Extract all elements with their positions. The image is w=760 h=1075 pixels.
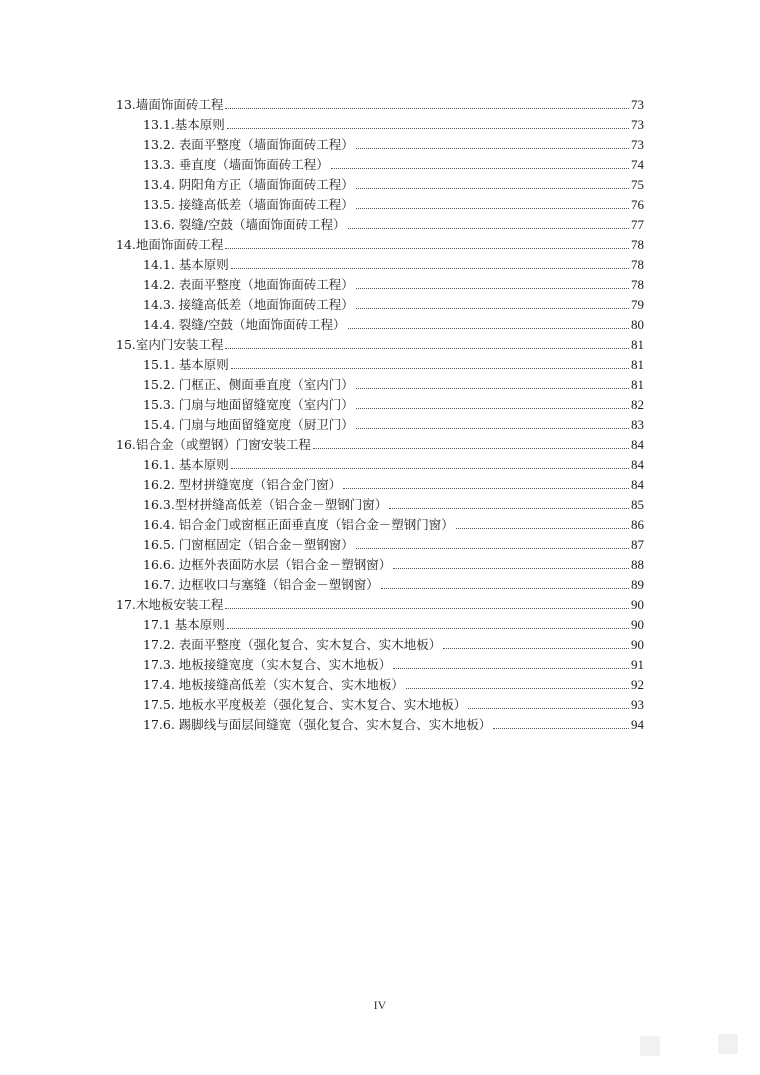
toc-page-number: 89	[631, 577, 644, 592]
toc-section-row[interactable]	[116, 693, 644, 713]
toc-entry-label: 13.1.基本原则	[143, 117, 225, 132]
toc-leader-dots	[343, 488, 629, 489]
toc-page-number: 93	[631, 697, 644, 712]
toc-entry-label: 17.木地板安装工程	[116, 597, 224, 612]
toc-entry-label: 16.3.型材拼缝高低差（铝合金－塑钢门窗）	[143, 497, 388, 512]
toc-leader-dots	[356, 188, 629, 189]
toc-page-number: 88	[631, 557, 644, 572]
toc-page-number: 78	[631, 257, 644, 272]
toc-section-row[interactable]	[116, 573, 644, 593]
toc-leader-dots	[227, 628, 629, 629]
toc-section-row[interactable]	[116, 373, 644, 393]
toc-page-number: 85	[631, 497, 644, 512]
toc-entry-label: 15.4. 门扇与地面留缝宽度（厨卫门）	[143, 417, 354, 432]
toc-page-number: 79	[631, 297, 644, 312]
toc-section-row[interactable]	[116, 193, 644, 213]
toc-entry-label: 16.6. 边框外表面防水层（铝合金－塑钢窗）	[143, 557, 392, 572]
toc-section-row[interactable]	[116, 513, 644, 533]
toc-page-number: 73	[631, 137, 644, 152]
toc-leader-dots	[313, 448, 629, 449]
toc-leader-dots	[356, 208, 629, 209]
table-of-contents	[116, 93, 644, 733]
toc-chapter-row[interactable]	[116, 593, 644, 613]
toc-page-number: 84	[631, 457, 644, 472]
toc-entry-label: 14.1. 基本原则	[143, 257, 229, 272]
toc-entry-label: 13.6. 裂缝/空鼓（墙面饰面砖工程）	[143, 217, 346, 232]
toc-leader-dots	[468, 708, 629, 709]
toc-section-row[interactable]	[116, 713, 644, 733]
toc-leader-dots	[331, 168, 629, 169]
toc-page-number: 90	[631, 617, 644, 632]
toc-section-row[interactable]	[116, 453, 644, 473]
toc-leader-dots	[231, 268, 629, 269]
toc-entry-label: 13.3. 垂直度（墙面饰面砖工程）	[143, 157, 329, 172]
toc-section-row[interactable]	[116, 273, 644, 293]
toc-chapter-row[interactable]	[116, 233, 644, 253]
toc-entry-label: 16.铝合金（或塑钢）门窗安装工程	[116, 437, 311, 452]
watermark-mark-right	[718, 1034, 738, 1054]
watermark-mark-left	[640, 1036, 660, 1056]
toc-entry-label: 16.4. 铝合金门或窗框正面垂直度（铝合金－塑钢门窗）	[143, 517, 454, 532]
toc-leader-dots	[393, 568, 629, 569]
toc-leader-dots	[225, 348, 629, 349]
toc-leader-dots	[381, 588, 629, 589]
toc-leader-dots	[356, 548, 629, 549]
toc-page-number: 90	[631, 597, 644, 612]
toc-leader-dots	[348, 228, 630, 229]
toc-entry-label: 15.2. 门框正、侧面垂直度（室内门）	[143, 377, 354, 392]
toc-page-number: 76	[631, 197, 644, 212]
toc-leader-dots	[348, 328, 630, 329]
toc-section-row[interactable]	[116, 413, 644, 433]
toc-leader-dots	[356, 428, 629, 429]
toc-leader-dots	[225, 108, 629, 109]
toc-leader-dots	[493, 728, 629, 729]
toc-chapter-row[interactable]	[116, 433, 644, 453]
toc-entry-label: 13.5. 接缝高低差（墙面饰面砖工程）	[143, 197, 354, 212]
toc-section-row[interactable]	[116, 393, 644, 413]
toc-leader-dots	[356, 288, 629, 289]
toc-page-number: 92	[631, 677, 644, 692]
toc-leader-dots	[225, 608, 629, 609]
toc-section-row[interactable]	[116, 633, 644, 653]
toc-entry-label: 16.7. 边框收口与塞缝（铝合金－塑钢窗）	[143, 577, 379, 592]
toc-chapter-row[interactable]	[116, 333, 644, 353]
toc-section-row[interactable]	[116, 493, 644, 513]
toc-leader-dots	[356, 388, 629, 389]
toc-page-number: 84	[631, 437, 644, 452]
toc-section-row[interactable]	[116, 213, 644, 233]
toc-leader-dots	[389, 508, 629, 509]
toc-page-number: 90	[631, 637, 644, 652]
toc-page-number: 86	[631, 517, 644, 532]
toc-page-number: 73	[631, 97, 644, 112]
toc-entry-label: 17.5. 地板水平度极差（强化复合、实木复合、实木地板）	[143, 697, 467, 712]
toc-leader-dots	[356, 308, 629, 309]
toc-page-number: 94	[631, 717, 644, 732]
toc-section-row[interactable]	[116, 653, 644, 673]
toc-page-number: 82	[631, 397, 644, 412]
toc-section-row[interactable]	[116, 613, 644, 633]
toc-page-number: 81	[631, 337, 644, 352]
toc-section-row[interactable]	[116, 173, 644, 193]
toc-leader-dots	[227, 128, 629, 129]
toc-entry-label: 16.2. 型材拼缝宽度（铝合金门窗）	[143, 477, 342, 492]
toc-page-number: 77	[631, 217, 644, 232]
toc-entry-label: 15.室内门安装工程	[116, 337, 224, 352]
toc-leader-dots	[356, 148, 629, 149]
toc-entry-label: 14.4. 裂缝/空鼓（地面饰面砖工程）	[143, 317, 346, 332]
toc-entry-label: 15.1. 基本原则	[143, 357, 229, 372]
toc-section-row[interactable]	[116, 113, 644, 133]
toc-chapter-row[interactable]	[116, 93, 644, 113]
toc-page-number: 81	[631, 377, 644, 392]
toc-entry-label: 17.2. 表面平整度（强化复合、实木复合、实木地板）	[143, 637, 442, 652]
toc-leader-dots	[225, 248, 629, 249]
toc-section-row[interactable]	[116, 473, 644, 493]
toc-section-row[interactable]	[116, 253, 644, 273]
toc-section-row[interactable]	[116, 153, 644, 173]
toc-leader-dots	[393, 668, 629, 669]
toc-entry-label: 14.2. 表面平整度（地面饰面砖工程）	[143, 277, 354, 292]
toc-section-row[interactable]	[116, 133, 644, 153]
toc-entry-label: 17.3. 地板接缝宽度（实木复合、实木地板）	[143, 657, 392, 672]
toc-entry-label: 13.4. 阴阳角方正（墙面饰面砖工程）	[143, 177, 354, 192]
toc-leader-dots	[231, 468, 629, 469]
toc-page-number: 80	[631, 317, 644, 332]
toc-section-row[interactable]	[116, 533, 644, 553]
toc-section-row[interactable]	[116, 673, 644, 693]
toc-leader-dots	[443, 648, 629, 649]
toc-page-number: 74	[631, 157, 644, 172]
toc-leader-dots	[406, 688, 629, 689]
toc-section-row[interactable]	[116, 353, 644, 373]
toc-page-number: 83	[631, 417, 644, 432]
toc-page-number: 78	[631, 237, 644, 252]
toc-leader-dots	[231, 368, 629, 369]
page-number: IV	[373, 998, 387, 1012]
toc-entry-label: 13.墙面饰面砖工程	[116, 97, 224, 112]
toc-leader-dots	[356, 408, 629, 409]
toc-section-row[interactable]	[116, 553, 644, 573]
toc-page-number: 91	[631, 657, 644, 672]
toc-section-row[interactable]	[116, 313, 644, 333]
toc-entry-label: 16.5. 门窗框固定（铝合金－塑钢窗）	[143, 537, 354, 552]
toc-entry-label: 14.3. 接缝高低差（地面饰面砖工程）	[143, 297, 354, 312]
toc-entry-label: 14.地面饰面砖工程	[116, 237, 224, 252]
toc-page-number: 75	[631, 177, 644, 192]
toc-page-number: 78	[631, 277, 644, 292]
toc-page-number: 73	[631, 117, 644, 132]
toc-page-number: 84	[631, 477, 644, 492]
toc-page-number: 81	[631, 357, 644, 372]
toc-entry-label: 13.2. 表面平整度（墙面饰面砖工程）	[143, 137, 354, 152]
toc-entry-label: 17.4. 地板接缝高低差（实木复合、实木地板）	[143, 677, 404, 692]
toc-section-row[interactable]	[116, 293, 644, 313]
toc-entry-label: 16.1. 基本原则	[143, 457, 229, 472]
toc-leader-dots	[456, 528, 629, 529]
toc-entry-label: 17.6. 踢脚线与面层间缝宽（强化复合、实木复合、实木地板）	[143, 717, 492, 732]
toc-page-number: 87	[631, 537, 644, 552]
toc-entry-label: 17.1 基本原则	[143, 617, 225, 632]
toc-entry-label: 15.3. 门扇与地面留缝宽度（室内门）	[143, 397, 354, 412]
